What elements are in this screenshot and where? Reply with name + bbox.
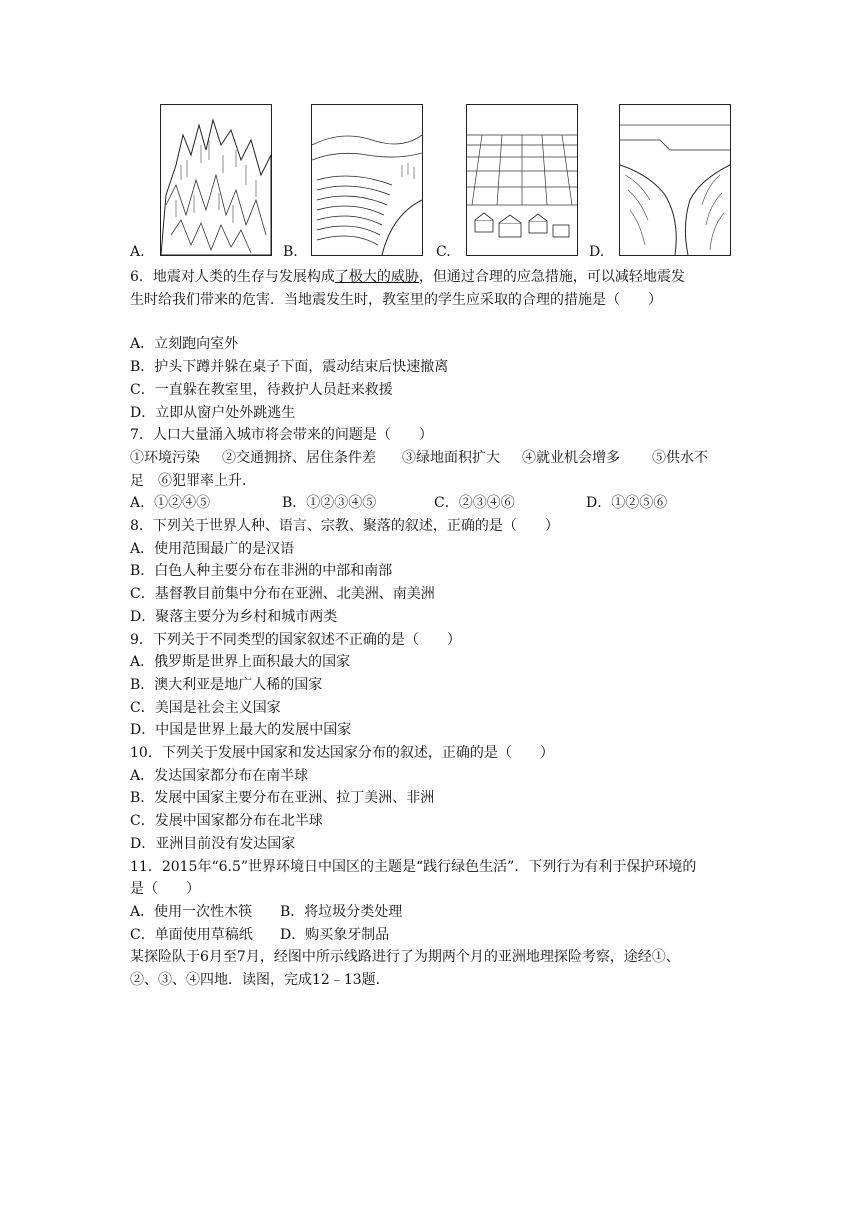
q11-option-a[interactable]: A．使用一次性木筷 (130, 903, 253, 920)
q7-items-line2: 足 ⑥犯罪率上升． (130, 472, 256, 489)
q6-option-b[interactable]: B．护头下蹲并躲在桌子下面，震动结束后快速撤离 (130, 359, 449, 376)
q6-stem-line2: 生时给我们带来的危害．当地震发生时，教室里的学生应采取的合理的措施是（ ） (130, 291, 662, 308)
option-b-label: B. (283, 244, 298, 260)
q10-option-a[interactable]: A．发达国家都分布在南半球 (130, 767, 309, 784)
image-options-row (130, 104, 730, 262)
q11-options-row1 (130, 901, 730, 924)
q9-option-d[interactable]: D．中国是世界上最大的发展中国家 (130, 722, 352, 739)
plateau-gorge-sketch-icon (619, 104, 731, 256)
option-a-label: A. (130, 244, 145, 260)
q6-stem-line1: 6．地震对人类的生存与发展构成了极大的威胁，但通过合理的应急措施，可以减轻地震发 (130, 269, 685, 285)
q6-option-a[interactable]: A．立刻跑向室外 (130, 336, 239, 353)
q9-option-c[interactable]: C．美国是社会主义国家 (130, 699, 281, 716)
question-content (130, 266, 730, 992)
q7-option-c[interactable]: C．②③④⑥ (434, 495, 515, 512)
q7-option-a[interactable]: A．①②④⑤ (130, 495, 211, 512)
passage-line2: ②、③、④四地．读图，完成12﹣13题． (130, 972, 390, 989)
q11-options-row2 (130, 924, 730, 947)
option-d-label: D. (589, 244, 605, 260)
q10-option-d[interactable]: D．亚洲目前没有发达国家 (130, 835, 296, 852)
q11-option-c[interactable]: C．单面使用草稿纸 (130, 926, 253, 943)
q9-stem: 9．下列关于不同类型的国家叙述不正确的是（ ） (130, 631, 461, 648)
q10-option-c[interactable]: C．发展中国家都分布在北半球 (130, 813, 323, 830)
q8-option-b[interactable]: B．白色人种主要分布在非洲的中部和南部 (130, 563, 393, 580)
plain-farmland-sketch-icon (466, 104, 578, 256)
q6-option-c[interactable]: C．一直躲在教室里，待救护人员赶来救援 (130, 381, 393, 398)
q7-option-b[interactable]: B．①②③④⑤ (282, 495, 377, 512)
q9-option-b[interactable]: B．澳大利亚是地广人稀的国家 (130, 676, 323, 693)
passage-line1: 某探险队于6月至7月，经图中所示线路进行了为期两个月的亚洲地理探险考察，途经①、 (130, 949, 680, 966)
q10-stem: 10．下列关于发展中国家和发达国家分布的叙述，正确的是（ ） (130, 745, 554, 762)
mountain-forest-sketch-icon (160, 104, 272, 256)
q8-stem: 8．下列关于世界人种、语言、宗教、聚落的叙述，正确的是（ ） (130, 518, 559, 535)
q10-option-b[interactable]: B．发展中国家主要分布在亚洲、拉丁美洲、非洲 (130, 790, 435, 807)
option-d-image[interactable] (589, 104, 729, 262)
option-a-image[interactable] (130, 104, 270, 262)
q11-option-d[interactable]: D．购买象牙制品 (280, 926, 390, 943)
q11-stem-line1: 11．2015年“6.5”世界环境日中国区的主题是“践行绿色生活”．下列行为有利于保护环境的 (130, 858, 697, 875)
q11-stem-line2: 是（ ） (130, 881, 200, 898)
q6-option-d[interactable]: D．立即从窗户处外跳逃生 (130, 404, 296, 421)
q8-option-a[interactable]: A．使用范围最广的是汉语 (130, 540, 295, 557)
q7-items-line1: ①环境污染 ②交通拥挤、居住条件差 ③绿地面积扩大 ④就业机会增多 ⑤供水不 (130, 449, 708, 466)
q7-stem: 7．人口大量涌入城市将会带来的问题是（ ） (130, 427, 433, 444)
q11-option-b[interactable]: B．将垃圾分类处理 (280, 903, 403, 920)
option-b-image[interactable] (283, 104, 423, 262)
q8-option-c[interactable]: C．基督教目前集中分布在亚洲、北美洲、南美洲 (130, 586, 435, 603)
option-c-image[interactable] (436, 104, 576, 262)
q7-options (130, 492, 730, 515)
q9-option-a[interactable]: A．俄罗斯是世界上面积最大的国家 (130, 654, 351, 671)
q8-option-d[interactable]: D．聚落主要分为乡村和城市两类 (130, 608, 338, 625)
q7-option-d[interactable]: D．①②⑤⑥ (586, 495, 668, 512)
option-c-label: C. (436, 244, 451, 260)
terraced-fields-sketch-icon (311, 104, 423, 256)
